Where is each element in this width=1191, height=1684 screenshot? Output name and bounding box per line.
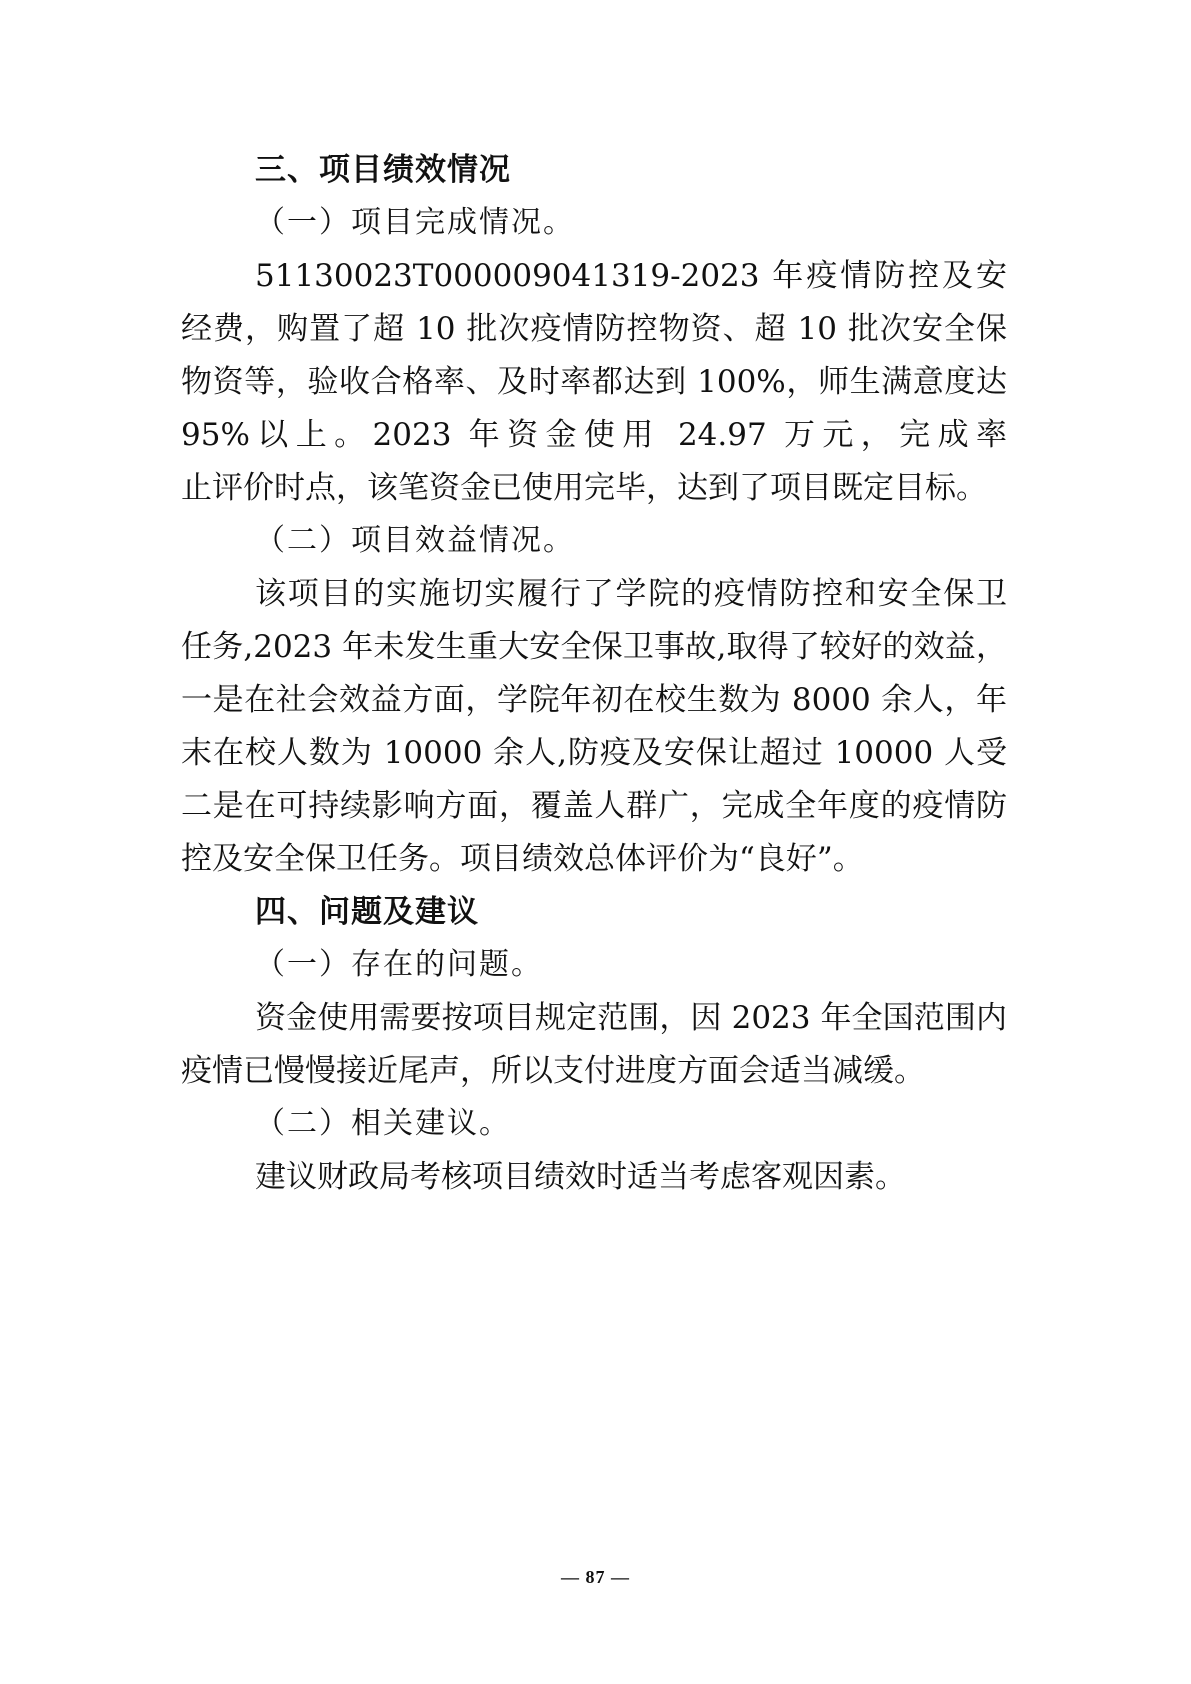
paragraph-line: 二是在可持续影响方面，覆盖人群广，完成全年度的疫情防 [181,788,1007,824]
paragraph-line: 该项目的实施切实履行了学院的疫情防控和安全保卫 [255,576,1007,612]
paragraph-line: 止评价时点，该笔资金已使用完毕，达到了项目既定目标。 [181,470,987,506]
paragraph-line: 末在校人数为 10000 余人,防疫及安保让超过 10000 人受 [181,735,1007,771]
section-heading-3: 三、项目绩效情况 [255,152,511,188]
paragraph-line: 任务,2023 年未发生重大安全保卫事故,取得了较好的效益， [181,629,1007,665]
paragraph-line: 资金使用需要按项目规定范围，因 2023 年全国范围内 [255,1000,1007,1036]
subsection-title-4-2: （二）相关建议。 [255,1106,511,1141]
subsection-title-3-2: （二）项目效益情况。 [255,523,575,558]
paragraph-line: 51130023T000009041319-2023 年疫情防控及安 [255,258,1007,294]
paragraph-line: 经费，购置了超 10 批次疫情防控物资、超 10 批次安全保 [181,311,1007,347]
paragraph-line: 疫情已慢慢接近尾声，所以支付进度方面会适当减缓。 [181,1053,925,1089]
paragraph-line: 控及安全保卫任务。项目绩效总体评价为“良好”。 [181,841,864,877]
paragraph-line: 物资等，验收合格率、及时率都达到 100%，师生满意度达 [181,364,1007,400]
paragraph-line: 建议财政局考核项目绩效时适当考虑客观因素。 [255,1159,906,1195]
page-number: — 87 — [561,1567,630,1587]
subsection-title-4-1: （一）存在的问题。 [255,947,543,982]
section-heading-4: 四、问题及建议 [255,894,479,930]
paragraph-line: 95%以上。2023 年资金使用 24.97 万元，完成率 [181,417,1007,453]
subsection-title-3-1: （一）项目完成情况。 [255,205,575,240]
paragraph-line: 一是在社会效益方面，学院年初在校生数为 8000 余人，年 [181,682,1007,718]
